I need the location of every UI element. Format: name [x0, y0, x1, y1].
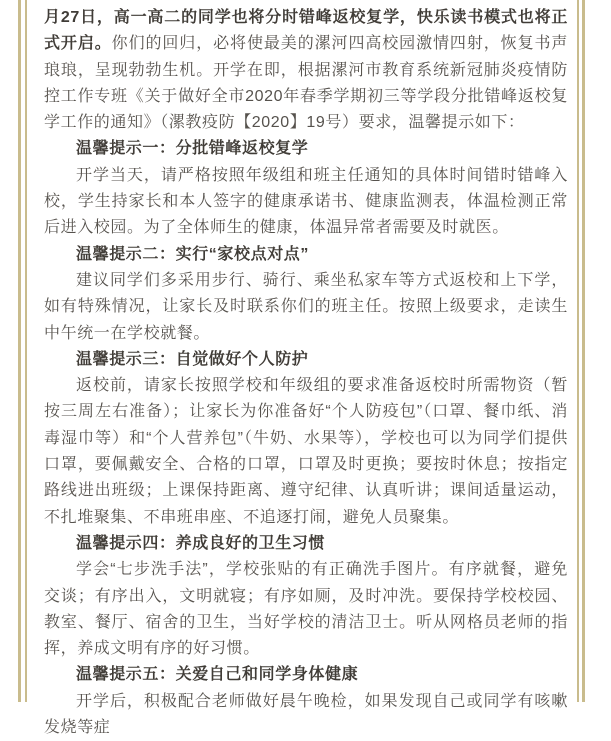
paragraph: [44, 5, 568, 136]
bold-text-run: 温馨提示二：实行“家校点对点”: [76, 245, 310, 263]
frame-right-inner-line: [577, 0, 579, 702]
text-run: 学会“七步洗手法”，学校张贴的有正确洗手图片。有序就餐，避免交谈；有序出入，文明就寝；有序如厕，及时冲洗。要保持学校校园、教室、餐厅、宿舍的卫生，当好学校的清洁卫士。听从网格员老师的指挥，养成文明有序的好习惯。: [44, 561, 568, 658]
paragraph: [44, 163, 568, 242]
paragraph: [44, 689, 568, 741]
article-body: [44, 5, 568, 741]
text-run: 开学后，积极配合老师做好晨午晚检，如果发现自己或同学有咳嗽发烧等症: [44, 692, 568, 737]
section-heading: [44, 347, 568, 373]
bold-text-run: 月27日，高一高二的同学也将分时错峰返校复学，快乐读书模式也将正式开启。: [44, 9, 568, 53]
bold-text-run: 温馨提示一：分批错峰返校复学: [76, 140, 309, 158]
text-run: 开学当天，请严格按照年级组和班主任通知的具体时间错时错峰入校，学生持家长和本人签字的健康承诺书、健康监测表，体温检测正常后进入校园。为了全体师生的健康，体温异常者需要及时就医。: [44, 166, 568, 237]
frame-right-outer-line: [582, 0, 585, 702]
text-run: 你们的回归，必将使最美的漯河四高校园激情四射，恢复书声琅琅，呈现勃勃生机。开学在即，根据漯河市教育系统新冠肺炎疫情防控工作专班《关于做好全市2020年春季学期初三等学段分批错峰返校复学工作的通知》（漯教疫防【2020】19号）要求，温馨提示如下：: [44, 35, 568, 132]
paragraph: [44, 373, 568, 531]
paragraph: [44, 557, 568, 662]
section-heading: [44, 242, 568, 268]
frame-left-inner-line: [25, 0, 27, 702]
text-run: 建议同学们多采用步行、骑行、乘坐私家车等方式返校和上下学，如有特殊情况，让家长及时联系你们的班主任。按照上级要求，走读生中午统一在学校就餐。: [44, 271, 568, 342]
text-run: 返校前，请家长按照学校和年级组的要求准备返校时所需物资（暂按三周左右准备）；让家长为你准备好“个人防疫包”（口罩、餐巾纸、消毒湿巾等）和“个人营养包”（牛奶、水果等），学校也可以为同学们提供口罩，要佩戴安全、合格的口罩，口罩及时更换；要按时休息；按指定路线进出班级；上课保持距离、遵守纪律、认真听讲；课间适量运动，不扎堆聚集、不串班串座、不追逐打闹，避免人员聚集。: [44, 377, 568, 526]
bold-text-run: 温馨提示四：养成良好的卫生习惯: [76, 534, 326, 552]
paragraph: [44, 268, 568, 347]
bold-text-run: 温馨提示三：自觉做好个人防护: [76, 350, 309, 368]
section-heading: [44, 531, 568, 557]
section-heading: [44, 136, 568, 162]
frame-left-outer-line: [18, 0, 21, 702]
section-heading: [44, 662, 568, 688]
bold-text-run: 温馨提示五：关爱自己和同学身体健康: [76, 666, 359, 684]
